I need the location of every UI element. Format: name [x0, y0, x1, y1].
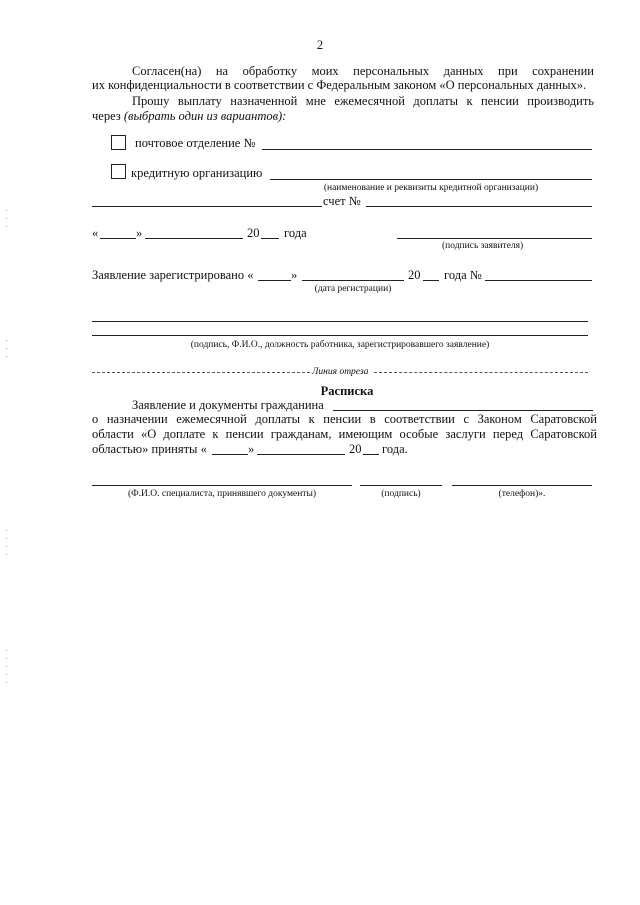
payment-line-1: Прошу выплату назначенной мне ежемесячной доплаты к пенсии производить [132, 94, 594, 108]
cut-line-label: Линия отреза [312, 367, 369, 377]
credit-org-caption: (наименование и реквизиты кредитной организации) [323, 183, 539, 193]
registration-label: Заявление зарегистрировано « [92, 268, 254, 282]
credit-org-checkbox[interactable] [111, 164, 126, 179]
account-label: счет № [323, 194, 361, 208]
registration-month-field[interactable] [302, 280, 404, 281]
receipt-title: Расписка [320, 384, 374, 398]
worker-line-2[interactable] [92, 335, 588, 336]
registration-day-field[interactable] [258, 280, 291, 281]
receipt-year-prefix: 20 [349, 442, 362, 456]
page-number: 2 [316, 38, 324, 52]
registration-date-caption: (дата регистрации) [314, 284, 392, 294]
receipt-month-field[interactable] [257, 454, 345, 455]
scan-edge-marks-bottom [6, 650, 8, 690]
registration-number-field[interactable] [485, 280, 592, 281]
specialist-phone-field[interactable] [452, 485, 592, 486]
post-office-number-field[interactable] [262, 149, 592, 150]
cut-line-left [92, 372, 310, 373]
receipt-close-quote: » [248, 442, 255, 456]
date-open-quote: « [92, 226, 99, 240]
receipt-year-suffix: года. [382, 442, 408, 456]
credit-org-name-field[interactable] [270, 179, 592, 180]
citizen-name-field[interactable] [333, 410, 593, 411]
receipt-line-1: Заявление и документы гражданина [132, 398, 324, 412]
specialist-signature-caption: (подпись) [381, 489, 421, 499]
receipt-line-4-prefix: областью» приняты « [92, 442, 207, 456]
receipt-day-field[interactable] [212, 454, 248, 455]
worker-caption: (подпись, Ф.И.О., должность работника, зарегистрировавшего заявление) [190, 340, 490, 350]
scan-edge-marks-top [6, 210, 8, 234]
date-year-suffix: года [284, 226, 307, 240]
payment-line-2 [92, 109, 286, 124]
post-office-checkbox[interactable] [111, 135, 126, 150]
consent-line-1: Согласен(на) на обработку моих персональных данных при сохранении [132, 64, 594, 78]
registration-year-prefix: 20 [408, 268, 421, 282]
specialist-name-caption: (Ф.И.О. специалиста, принявшего документы) [127, 489, 317, 499]
post-office-label: почтовое отделение № [135, 136, 256, 150]
date-year-field[interactable] [261, 238, 279, 239]
worker-line-1[interactable] [92, 321, 588, 322]
date-year-prefix: 20 [247, 226, 260, 240]
receipt-line-2: о назначении ежемесячной доплаты к пенсии в соответствии с Законом Саратовской [92, 412, 597, 426]
cut-line-right [374, 372, 588, 373]
scan-edge-marks-lower [6, 530, 8, 562]
receipt-year-field[interactable] [363, 454, 379, 455]
date-day-field[interactable] [100, 238, 136, 239]
account-number-field[interactable] [366, 206, 592, 207]
registration-close-quote: » [291, 268, 298, 282]
specialist-signature-field[interactable] [360, 485, 442, 486]
payment-line-2-hint: (выбрать один из вариантов): [123, 109, 287, 123]
registration-year-field[interactable] [423, 280, 439, 281]
date-close-quote: » [136, 226, 143, 240]
date-month-field[interactable] [145, 238, 243, 239]
payment-line-2-prefix: через [92, 109, 121, 123]
specialist-name-field[interactable] [92, 485, 352, 486]
applicant-signature-field[interactable] [397, 238, 592, 239]
receipt-line-3: области «О доплате к пенсии гражданам, имеющим особые заслуги перед Саратовской [92, 427, 597, 441]
scan-edge-marks-mid [6, 340, 8, 364]
specialist-phone-caption: (телефон)». [498, 489, 546, 499]
applicant-signature-caption: (подпись заявителя) [442, 241, 524, 251]
registration-year-suffix: года № [444, 268, 482, 282]
credit-org-label: кредитную организацию [131, 166, 263, 180]
consent-line-2: их конфиденциальности в соответствии с Федеральным законом «О персональных данных». [92, 78, 587, 92]
credit-org-details-field[interactable] [92, 206, 322, 207]
